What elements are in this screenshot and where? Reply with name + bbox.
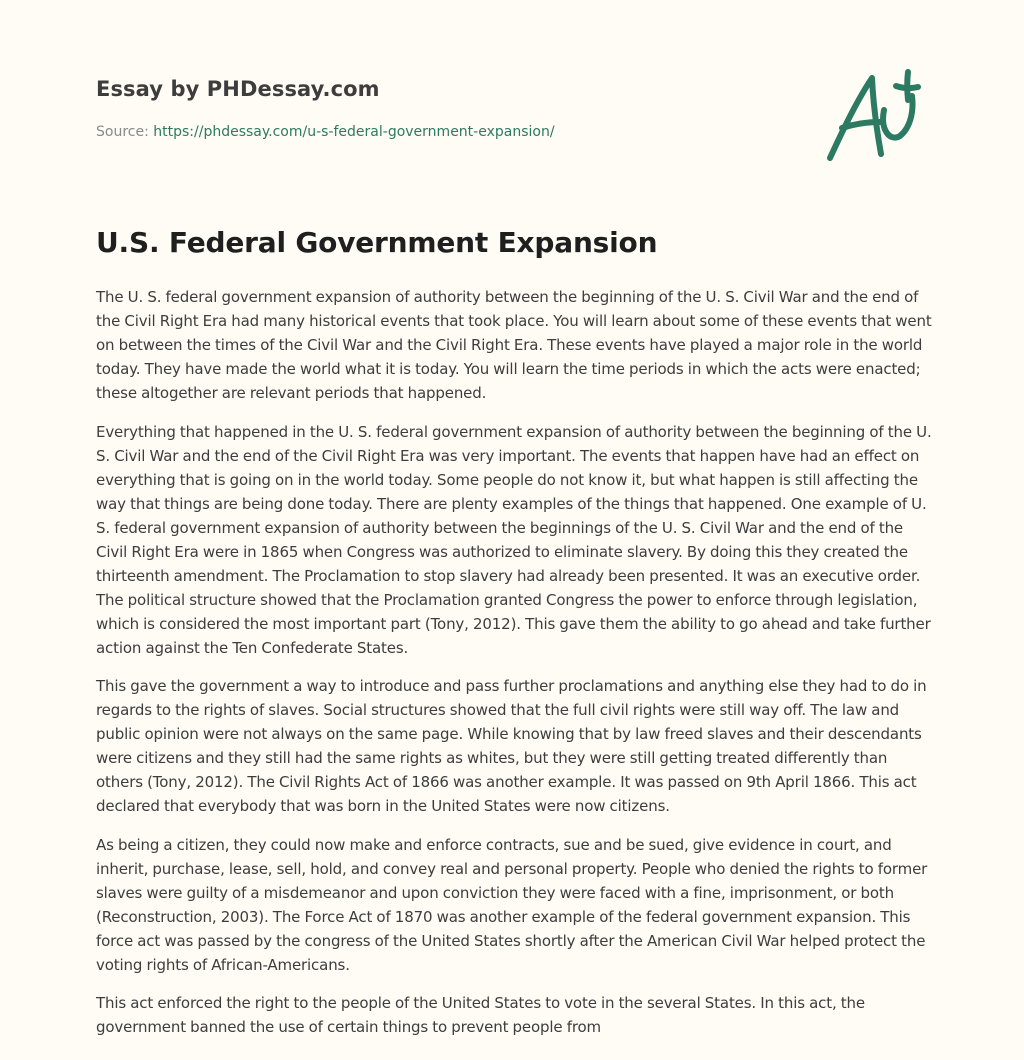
source-line — [96, 124, 555, 140]
paragraph: As being a citizen, they could now make and enforce contracts, sue and be sued, give evidence in court, and inherit, purchase, lease, sell, hold, and convey real and personal property. People who denied the rights to former slaves were guilty of a misdemeanor and upon conviction they were faced with a fine, imprisonment, or both (Reconstruction, 2003). The Force Act of 1870 was another example of the federal government expansion. This force act was passed by the congress of the United States shortly after the American Civil War helped protect the voting rights of African-Americans. — [96, 835, 928, 974]
paragraph: Everything that happened in the U. S. federal government expansion of authority between the beginning of the U. S. Civil War and the end of the Civil Right Era was very important. The events that happen have had an effect on everything that is going on in the world today. Some people do not know it, but what happen is still affecting the way that things are being done today. There are plenty examples of the things that happened. One example of U. S. federal government expansion of authority between the beginnings of the U. S. Civil War and the end of the Civil Right Era were in 1865 when Congress was authorized to eliminate slavery. By doing this they created the thirteenth amendment. The Proclamation to stop slavery had already been presented. It was an executive order. The political structure showed that the Proclamation granted Congress the power to enforce through legislation, which is considered the most important part (Tony, 2012). This gave them the ability to go ahead and take further action against the Ten Confederate States. — [96, 422, 932, 657]
essay-title: U.S. Federal Government Expansion — [96, 226, 658, 259]
essay-body — [96, 285, 936, 1054]
site-brand: Essay by PHDessay.com — [96, 77, 380, 101]
source-label: Source: — [96, 124, 154, 140]
paragraph: This gave the government a way to introduce and pass further proclamations and anything else they had to do in regards to the rights of slaves. Social structures showed that the full civil rights were still way off. The law and public opinion were not always on the same page. While knowing that by law freed slaves and their descendants were citizens and they still had the same rights as whites, but they were still getting treated differently than others (Tony, 2012). The Civil Rights Act of 1866 was another example. It was passed on 9th April 1866. This act declared that everybody that was born in the United States were now citizens. — [96, 677, 927, 815]
source-link[interactable]: https://phdessay.com/u-s-federal-government-expansion/ — [153, 124, 555, 140]
a-plus-icon — [826, 66, 936, 166]
paragraph: This act enforced the right to the people of the United States to vote in the several States. In this act, the government banned the use of certain things to prevent people from — [96, 994, 865, 1036]
paragraph: The U. S. federal government expansion of authority between the beginning of the U. S. Civil War and the end of the Civil Right Era had many historical events that took place. You will learn about some of these events that went on between the times of the Civil War and the Civil Right Era. These events have played a major role in the world today. They have made the world what it is today. You will learn the time periods in which the acts were enacted; these altogether are relevant periods that happened. — [96, 288, 932, 402]
